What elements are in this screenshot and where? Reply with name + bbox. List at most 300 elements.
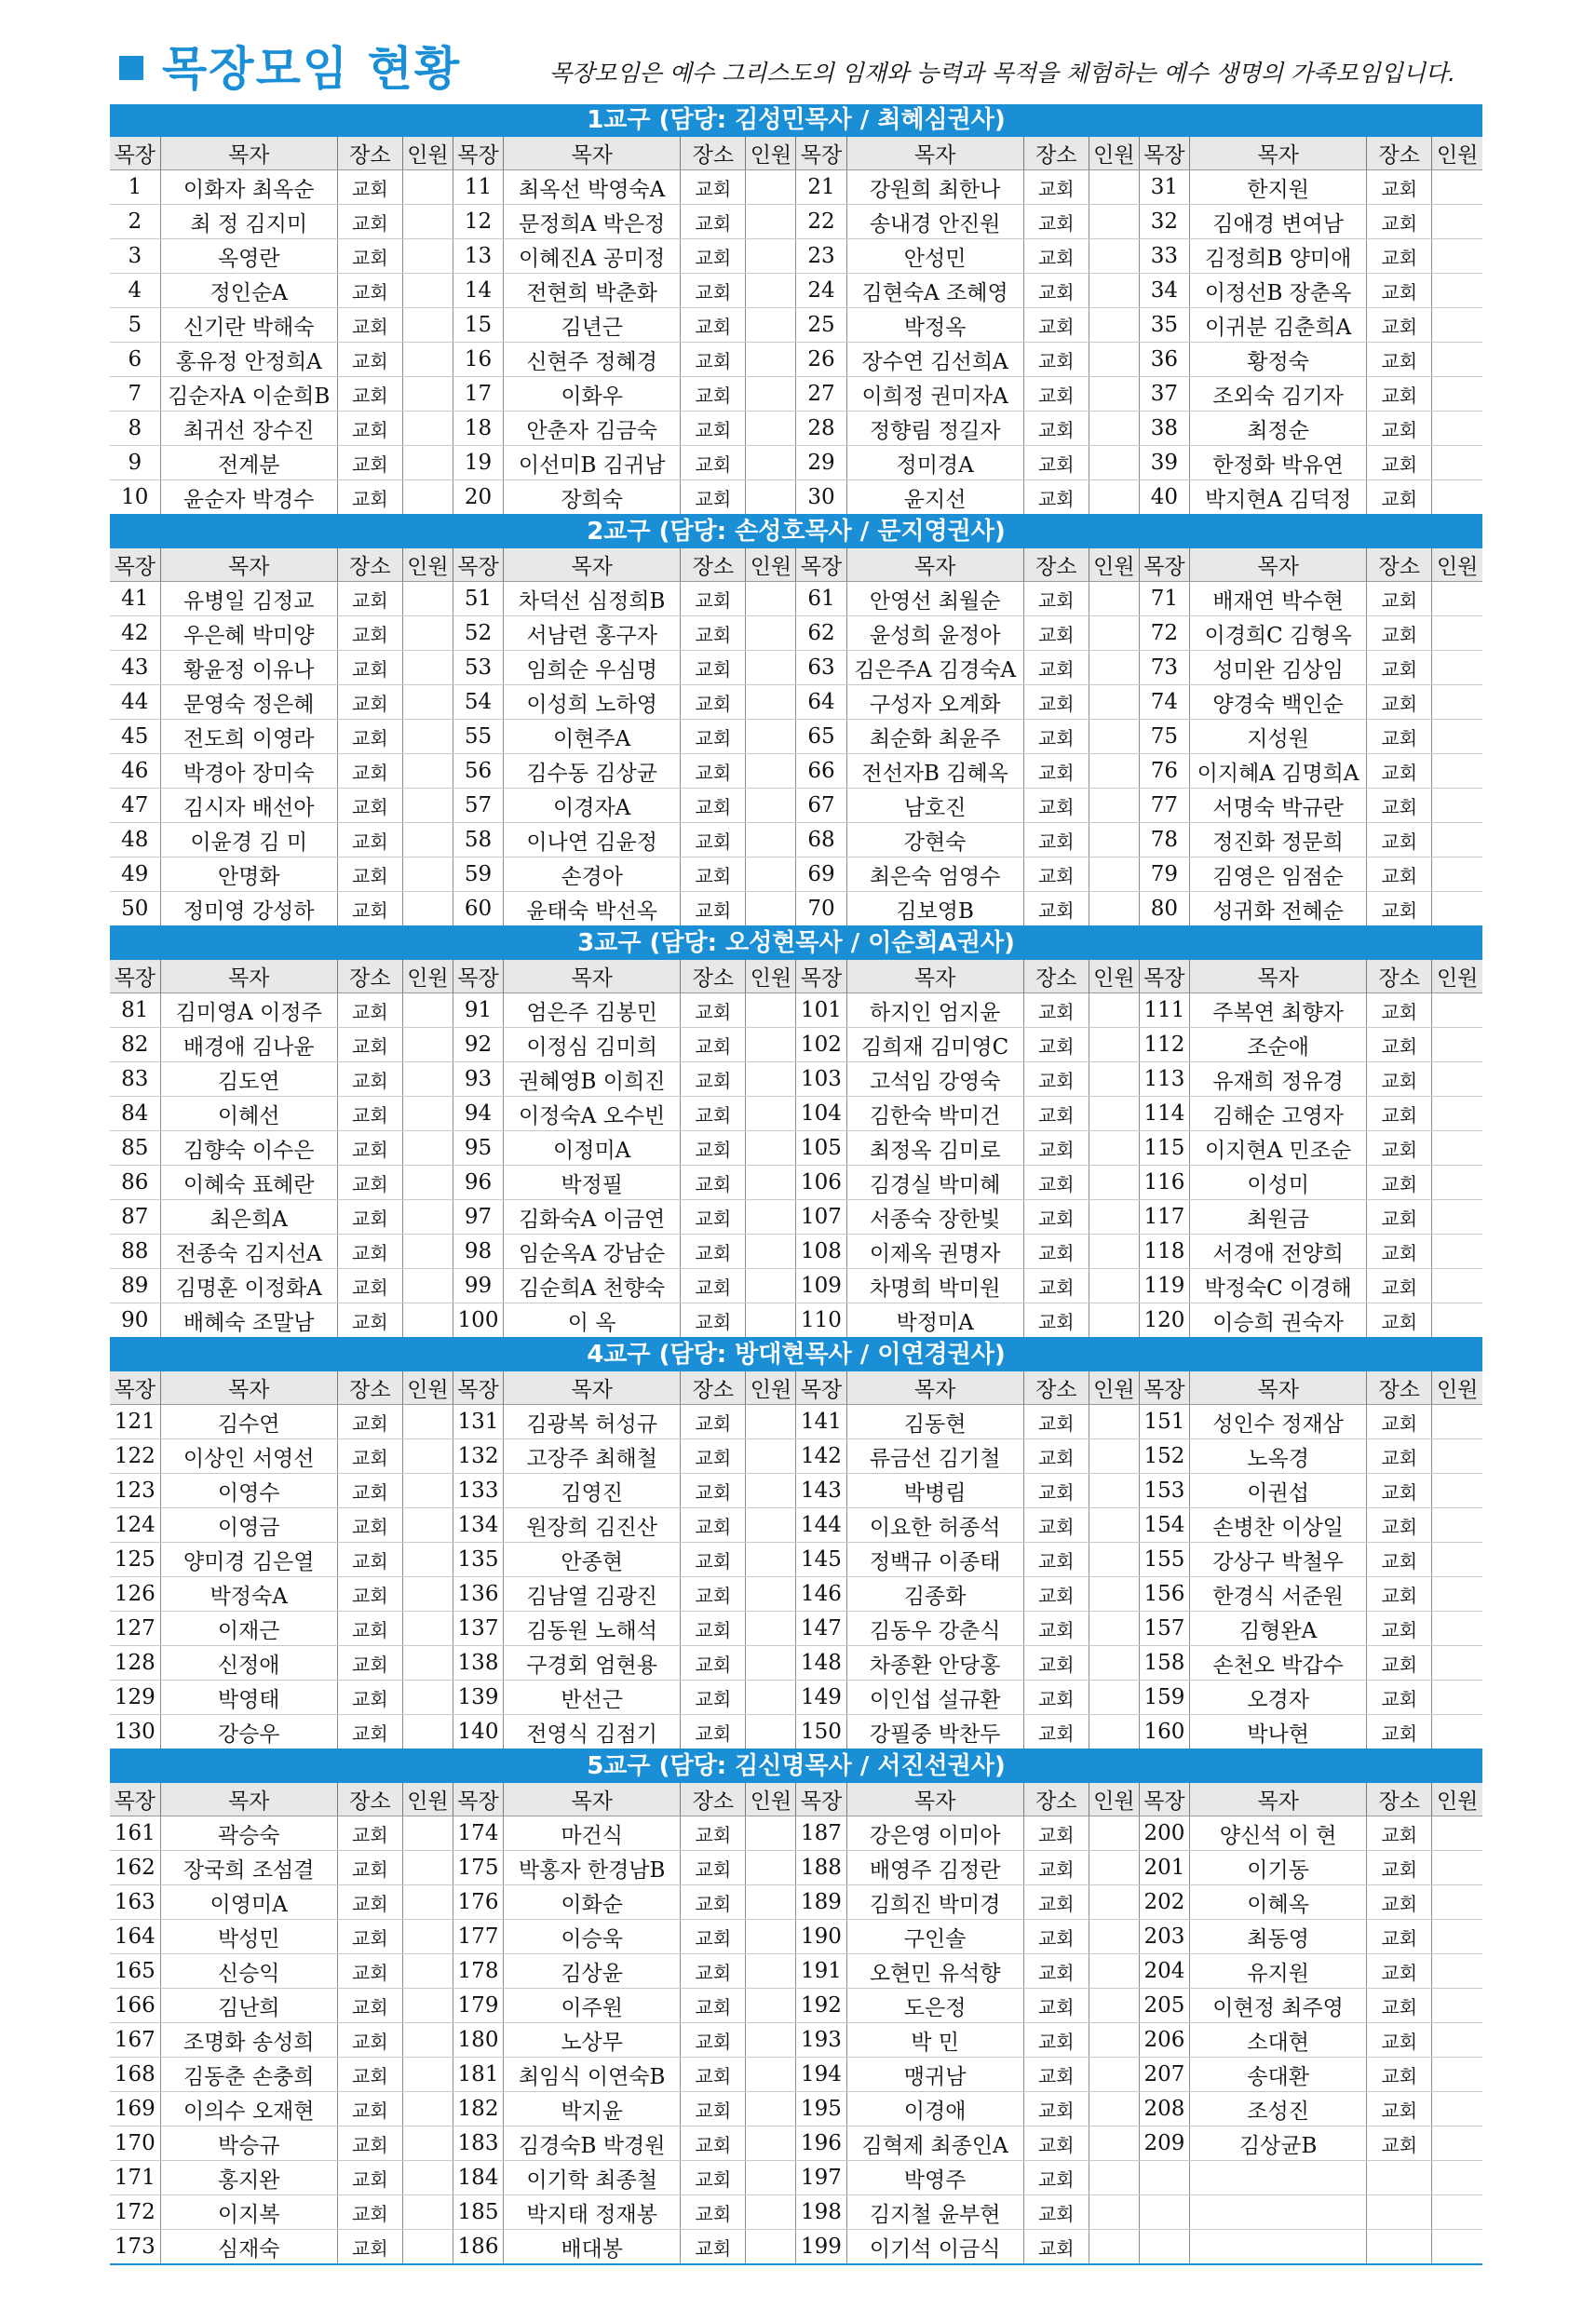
column-header: 장소 — [681, 1371, 746, 1405]
member-count — [402, 377, 453, 412]
member-count — [1432, 892, 1482, 927]
column-header: 장소 — [1367, 1371, 1432, 1405]
column-header: 인원 — [746, 1371, 796, 1405]
group-number: 87 — [110, 1200, 160, 1235]
member-count — [1432, 1474, 1482, 1508]
group-number: 3 — [110, 239, 160, 274]
member-count — [402, 823, 453, 857]
meeting-place: 교회 — [1367, 1303, 1432, 1339]
member-count — [402, 1200, 453, 1235]
group-leaders: 이희정 권미자A — [846, 377, 1023, 412]
group-leaders: 이혜숙 표혜란 — [160, 1166, 337, 1200]
table-row — [110, 1715, 1482, 1750]
table-row — [110, 2127, 1482, 2161]
meeting-place: 교회 — [1023, 1577, 1089, 1612]
meeting-place: 교회 — [1023, 1646, 1089, 1681]
meeting-place: 교회 — [337, 1269, 402, 1303]
group-number: 104 — [796, 1097, 846, 1131]
group-leaders: 박정옥 — [846, 308, 1023, 343]
group-leaders: 이정미A — [504, 1131, 681, 1166]
meeting-place: 교회 — [1367, 170, 1432, 205]
meeting-place: 교회 — [337, 1715, 402, 1750]
group-leaders: 박지윤 — [504, 2092, 681, 2127]
meeting-place: 교회 — [1023, 1989, 1089, 2023]
group-number: 200 — [1139, 1816, 1189, 1851]
member-count — [402, 170, 453, 205]
meeting-place: 교회 — [1023, 720, 1089, 754]
group-number: 30 — [796, 480, 846, 516]
group-number: 205 — [1139, 1989, 1189, 2023]
group-leaders: 오현민 유석향 — [846, 1954, 1023, 1989]
group-leaders: 고석임 강영숙 — [846, 1062, 1023, 1097]
member-count — [746, 239, 796, 274]
member-count — [746, 205, 796, 239]
meeting-place: 교회 — [1367, 1715, 1432, 1750]
group-number: 209 — [1139, 2127, 1189, 2161]
group-number: 201 — [1139, 1851, 1189, 1885]
group-leaders: 김지철 윤부현 — [846, 2195, 1023, 2230]
group-number: 22 — [796, 205, 846, 239]
member-count — [1432, 685, 1482, 720]
member-count — [1432, 1989, 1482, 2023]
group-leaders: 맹귀남 — [846, 2058, 1023, 2092]
meeting-place: 교회 — [1023, 2127, 1089, 2161]
meeting-place: 교회 — [1367, 1885, 1432, 1920]
group-number: 145 — [796, 1543, 846, 1577]
column-header: 목장 — [453, 1371, 503, 1405]
member-count — [1089, 1028, 1139, 1062]
group-leaders: 이경희C 김형옥 — [1189, 616, 1366, 651]
member-count — [1432, 582, 1482, 616]
group-number: 57 — [453, 789, 503, 823]
member-count — [1089, 1405, 1139, 1439]
districts-container — [110, 104, 1482, 2265]
group-leaders: 김희진 박미경 — [846, 1885, 1023, 1920]
group-leaders: 유병일 김정교 — [160, 582, 337, 616]
group-number: 17 — [453, 377, 503, 412]
meeting-place: 교회 — [1367, 1989, 1432, 2023]
column-header: 목자 — [160, 1371, 337, 1405]
group-number: 69 — [796, 857, 846, 892]
member-count — [1089, 2023, 1139, 2058]
member-count — [746, 412, 796, 446]
group-leaders: 최원금 — [1189, 1200, 1366, 1235]
member-count — [1432, 754, 1482, 789]
member-count — [746, 685, 796, 720]
group-leaders: 조순애 — [1189, 1028, 1366, 1062]
group-leaders: 박정숙A — [160, 1577, 337, 1612]
column-header: 목장 — [453, 1783, 503, 1816]
page-title: 목장모임 현황 — [162, 42, 462, 96]
group-number: 40 — [1139, 480, 1189, 516]
meeting-place: 교회 — [1367, 412, 1432, 446]
group-number: 6 — [110, 343, 160, 377]
member-count — [1089, 1577, 1139, 1612]
group-leaders: 김영진 — [504, 1474, 681, 1508]
member-count — [1089, 993, 1139, 1028]
meeting-place: 교회 — [1367, 1439, 1432, 1474]
meeting-place: 교회 — [681, 1816, 746, 1851]
group-number: 49 — [110, 857, 160, 892]
group-leaders: 김한숙 박미건 — [846, 1097, 1023, 1131]
meeting-place: 교회 — [681, 1543, 746, 1577]
member-count — [402, 720, 453, 754]
group-leaders: 조외숙 김기자 — [1189, 377, 1366, 412]
member-count — [1432, 446, 1482, 480]
meeting-place: 교회 — [337, 1816, 402, 1851]
group-number: 175 — [453, 1851, 503, 1885]
column-header: 목자 — [160, 137, 337, 170]
group-number: 5 — [110, 308, 160, 343]
member-count — [1089, 1612, 1139, 1646]
meeting-place: 교회 — [1367, 480, 1432, 516]
group-number: 150 — [796, 1715, 846, 1750]
member-count — [402, 2127, 453, 2161]
meeting-place: 교회 — [681, 651, 746, 685]
group-number: 156 — [1139, 1577, 1189, 1612]
district-section — [110, 516, 1482, 927]
member-count — [1089, 2161, 1139, 2195]
member-count — [746, 857, 796, 892]
column-header: 장소 — [1367, 548, 1432, 582]
member-count — [402, 1474, 453, 1508]
meeting-place: 교회 — [1023, 480, 1089, 516]
member-count — [1432, 1612, 1482, 1646]
meeting-place: 교회 — [681, 1646, 746, 1681]
column-header: 장소 — [1023, 960, 1089, 993]
member-count — [402, 308, 453, 343]
meeting-place: 교회 — [1367, 1954, 1432, 1989]
member-count — [746, 1681, 796, 1715]
column-header: 인원 — [1432, 1371, 1482, 1405]
member-count — [1089, 2230, 1139, 2265]
group-number: 157 — [1139, 1612, 1189, 1646]
group-number: 115 — [1139, 1131, 1189, 1166]
group-number: 124 — [110, 1508, 160, 1543]
member-count — [1432, 1062, 1482, 1097]
table-row — [110, 412, 1482, 446]
group-leaders: 이경자A — [504, 789, 681, 823]
group-leaders: 김현숙A 조혜영 — [846, 274, 1023, 308]
group-number: 102 — [796, 1028, 846, 1062]
member-count — [402, 239, 453, 274]
column-header: 인원 — [402, 548, 453, 582]
district-table — [110, 1371, 1482, 1750]
column-header: 목장 — [110, 1371, 160, 1405]
group-leaders: 이승욱 — [504, 1920, 681, 1954]
meeting-place: 교회 — [337, 480, 402, 516]
column-header: 목장 — [110, 960, 160, 993]
group-number: 131 — [453, 1405, 503, 1439]
group-number: 61 — [796, 582, 846, 616]
meeting-place: 교회 — [681, 446, 746, 480]
column-header: 목자 — [846, 1371, 1023, 1405]
meeting-place: 교회 — [1023, 1439, 1089, 1474]
group-number: 9 — [110, 446, 160, 480]
group-leaders: 박 민 — [846, 2023, 1023, 2058]
group-leaders: 이정선B 장춘옥 — [1189, 274, 1366, 308]
meeting-place: 교회 — [1367, 789, 1432, 823]
group-leaders: 주복연 최향자 — [1189, 993, 1366, 1028]
group-leaders: 최순화 최윤주 — [846, 720, 1023, 754]
member-count — [402, 2023, 453, 2058]
column-header: 인원 — [1432, 960, 1482, 993]
group-leaders: 이성미 — [1189, 1166, 1366, 1200]
column-header: 목장 — [453, 548, 503, 582]
group-number: 118 — [1139, 1235, 1189, 1269]
meeting-place: 교회 — [337, 1543, 402, 1577]
group-number: 155 — [1139, 1543, 1189, 1577]
member-count — [402, 1131, 453, 1166]
meeting-place: 교회 — [337, 1851, 402, 1885]
meeting-place: 교회 — [1367, 993, 1432, 1028]
table-row — [110, 1885, 1482, 1920]
meeting-place: 교회 — [681, 754, 746, 789]
column-header: 장소 — [337, 1371, 402, 1405]
meeting-place: 교회 — [681, 205, 746, 239]
group-number: 202 — [1139, 1885, 1189, 1920]
group-leaders: 문영숙 정은혜 — [160, 685, 337, 720]
meeting-place: 교회 — [337, 857, 402, 892]
member-count — [402, 1062, 453, 1097]
member-count — [402, 1303, 453, 1339]
member-count — [1432, 1405, 1482, 1439]
meeting-place: 교회 — [1023, 582, 1089, 616]
group-number: 136 — [453, 1577, 503, 1612]
member-count — [1432, 1097, 1482, 1131]
group-number: 26 — [796, 343, 846, 377]
column-header: 목장 — [453, 137, 503, 170]
group-number: 77 — [1139, 789, 1189, 823]
group-leaders: 강원희 최한나 — [846, 170, 1023, 205]
meeting-place: 교회 — [1367, 1405, 1432, 1439]
group-number: 178 — [453, 1954, 503, 1989]
group-number: 190 — [796, 1920, 846, 1954]
member-count — [746, 1474, 796, 1508]
meeting-place: 교회 — [1023, 1474, 1089, 1508]
table-row — [110, 789, 1482, 823]
group-number: 151 — [1139, 1405, 1189, 1439]
group-leaders: 김혁제 최종인A — [846, 2127, 1023, 2161]
meeting-place: 교회 — [337, 2127, 402, 2161]
meeting-place — [1367, 2230, 1432, 2265]
group-leaders: 장수연 김선희A — [846, 343, 1023, 377]
member-count — [402, 1851, 453, 1885]
group-leaders: 이현정 최주영 — [1189, 1989, 1366, 2023]
member-count — [1089, 1269, 1139, 1303]
group-number: 206 — [1139, 2023, 1189, 2058]
meeting-place: 교회 — [681, 993, 746, 1028]
group-number: 169 — [110, 2092, 160, 2127]
group-leaders: 엄은주 김봉민 — [504, 993, 681, 1028]
member-count — [402, 205, 453, 239]
meeting-place — [1367, 2195, 1432, 2230]
meeting-place: 교회 — [681, 1885, 746, 1920]
member-count — [1432, 205, 1482, 239]
group-number: 95 — [453, 1131, 503, 1166]
member-count — [1089, 1166, 1139, 1200]
column-header: 목자 — [504, 548, 681, 582]
group-leaders: 김시자 배선아 — [160, 789, 337, 823]
member-count — [1089, 480, 1139, 516]
group-leaders: 이상인 서영선 — [160, 1439, 337, 1474]
column-header: 인원 — [1432, 137, 1482, 170]
column-header: 목장 — [796, 960, 846, 993]
member-count — [746, 1920, 796, 1954]
member-count — [402, 1028, 453, 1062]
group-number: 197 — [796, 2161, 846, 2195]
meeting-place: 교회 — [337, 274, 402, 308]
column-header: 장소 — [337, 1783, 402, 1816]
column-header: 장소 — [1367, 137, 1432, 170]
meeting-place: 교회 — [1023, 239, 1089, 274]
table-row — [110, 205, 1482, 239]
meeting-place: 교회 — [1367, 823, 1432, 857]
meeting-place: 교회 — [337, 616, 402, 651]
group-number: 138 — [453, 1646, 503, 1681]
member-count — [1432, 480, 1482, 516]
group-number: 187 — [796, 1816, 846, 1851]
column-header: 장소 — [337, 548, 402, 582]
table-row — [110, 1508, 1482, 1543]
group-leaders: 박지현A 김덕정 — [1189, 480, 1366, 516]
group-number: 196 — [796, 2127, 846, 2161]
table-row — [110, 2195, 1482, 2230]
group-leaders: 심재숙 — [160, 2230, 337, 2265]
group-leaders: 양경숙 백인순 — [1189, 685, 1366, 720]
meeting-place: 교회 — [681, 2023, 746, 2058]
member-count — [1089, 377, 1139, 412]
group-number: 167 — [110, 2023, 160, 2058]
group-number: 4 — [110, 274, 160, 308]
group-leaders: 이인섭 설규환 — [846, 1681, 1023, 1715]
district-section — [110, 104, 1482, 516]
table-row — [110, 582, 1482, 616]
group-leaders: 홍지완 — [160, 2161, 337, 2195]
meeting-place: 교회 — [1023, 2023, 1089, 2058]
group-number: 8 — [110, 412, 160, 446]
member-count — [1432, 857, 1482, 892]
column-header: 목자 — [1189, 960, 1366, 993]
meeting-place: 교회 — [681, 1439, 746, 1474]
group-number: 83 — [110, 1062, 160, 1097]
meeting-place: 교회 — [681, 1097, 746, 1131]
group-leaders: 김미영A 이정주 — [160, 993, 337, 1028]
member-count — [746, 2127, 796, 2161]
member-count — [746, 1577, 796, 1612]
district-section — [110, 927, 1482, 1339]
member-count — [402, 2230, 453, 2265]
group-leaders: 강은영 이미아 — [846, 1816, 1023, 1851]
meeting-place: 교회 — [681, 239, 746, 274]
column-header: 목자 — [1189, 137, 1366, 170]
group-number: 172 — [110, 2195, 160, 2230]
meeting-place: 교회 — [1367, 274, 1432, 308]
group-leaders: 김순자A 이순희B — [160, 377, 337, 412]
meeting-place: 교회 — [1023, 170, 1089, 205]
meeting-place: 교회 — [337, 1028, 402, 1062]
group-leaders: 박승규 — [160, 2127, 337, 2161]
group-leaders: 차덕선 심정희B — [504, 582, 681, 616]
meeting-place: 교회 — [337, 685, 402, 720]
meeting-place: 교회 — [337, 993, 402, 1028]
column-header: 목장 — [796, 137, 846, 170]
group-number: 120 — [1139, 1303, 1189, 1339]
district-table — [110, 548, 1482, 927]
column-header: 인원 — [746, 960, 796, 993]
member-count — [746, 1816, 796, 1851]
meeting-place: 교회 — [337, 1681, 402, 1715]
group-leaders: 이요한 허종석 — [846, 1508, 1023, 1543]
column-header: 인원 — [746, 548, 796, 582]
member-count — [746, 1646, 796, 1681]
table-row — [110, 377, 1482, 412]
group-number: 113 — [1139, 1062, 1189, 1097]
meeting-place: 교회 — [337, 2230, 402, 2265]
column-header: 인원 — [402, 1371, 453, 1405]
table-row — [110, 1028, 1482, 1062]
group-leaders: 송내경 안진원 — [846, 205, 1023, 239]
group-number: 51 — [453, 582, 503, 616]
meeting-place: 교회 — [1023, 1235, 1089, 1269]
table-row — [110, 308, 1482, 343]
column-header: 인원 — [402, 137, 453, 170]
member-count — [1432, 1166, 1482, 1200]
group-number: 65 — [796, 720, 846, 754]
group-number: 114 — [1139, 1097, 1189, 1131]
group-number: 13 — [453, 239, 503, 274]
column-header: 인원 — [402, 1783, 453, 1816]
member-count — [1089, 205, 1139, 239]
group-leaders: 이영금 — [160, 1508, 337, 1543]
group-number: 112 — [1139, 1028, 1189, 1062]
group-number: 192 — [796, 1989, 846, 2023]
group-leaders: 최 정 김지미 — [160, 205, 337, 239]
table-row — [110, 274, 1482, 308]
meeting-place: 교회 — [1367, 2023, 1432, 2058]
meeting-place: 교회 — [337, 1474, 402, 1508]
column-header: 목자 — [846, 137, 1023, 170]
column-header: 장소 — [681, 137, 746, 170]
member-count — [746, 2058, 796, 2092]
member-count — [746, 274, 796, 308]
member-count — [746, 1405, 796, 1439]
group-leaders: 하지인 엄지윤 — [846, 993, 1023, 1028]
group-number: 88 — [110, 1235, 160, 1269]
group-leaders: 노상무 — [504, 2023, 681, 2058]
member-count — [1089, 2127, 1139, 2161]
member-count — [746, 1612, 796, 1646]
member-count — [1432, 1508, 1482, 1543]
member-count — [1089, 789, 1139, 823]
column-header: 인원 — [746, 137, 796, 170]
group-number: 89 — [110, 1269, 160, 1303]
member-count — [746, 2023, 796, 2058]
group-leaders: 박홍자 한경남B — [504, 1851, 681, 1885]
table-row — [110, 1543, 1482, 1577]
member-count — [402, 1715, 453, 1750]
meeting-place: 교회 — [1023, 1269, 1089, 1303]
group-leaders: 이기학 최종철 — [504, 2161, 681, 2195]
member-count — [402, 685, 453, 720]
group-leaders: 김도연 — [160, 1062, 337, 1097]
group-number: 184 — [453, 2161, 503, 2195]
meeting-place: 교회 — [1367, 308, 1432, 343]
meeting-place: 교회 — [681, 2127, 746, 2161]
meeting-place: 교회 — [1023, 754, 1089, 789]
group-leaders: 전종숙 김지선A — [160, 1235, 337, 1269]
member-count — [1432, 2092, 1482, 2127]
